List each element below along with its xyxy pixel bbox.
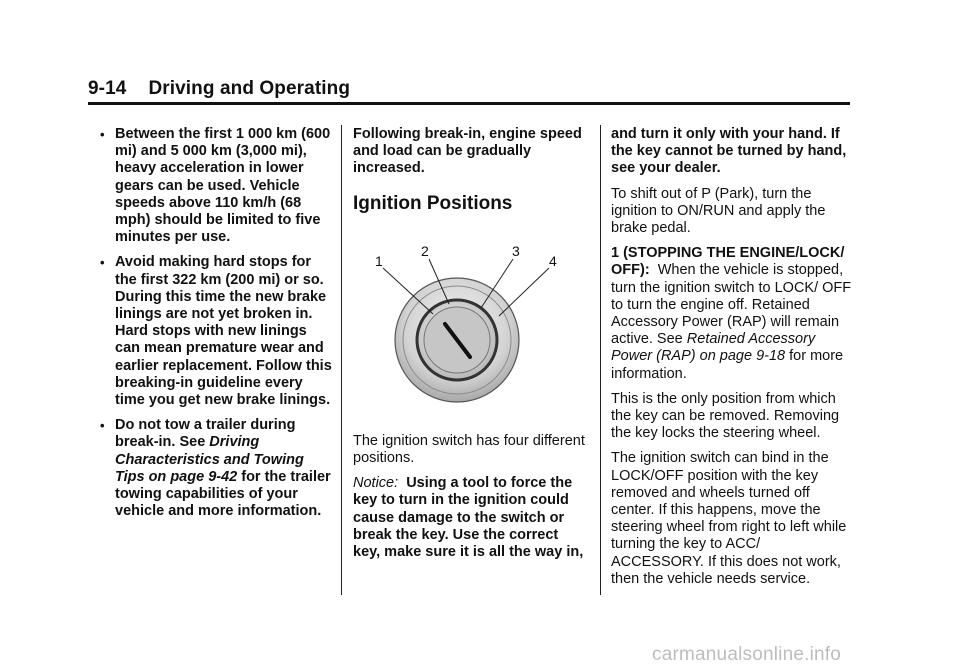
bullet-text: Avoid making hard stops for the first 322 km (200 mi) or so. During this time the new brake linings are not yet broken in. Hard stops with new linings can mean premature wear and earlier replacement. Follow this breaking-in guideline every time you get new brake linings. xyxy=(115,254,332,409)
bullet-text: for the trailer towing capabilities of your vehicle and more information. xyxy=(115,468,331,520)
stop-engine-paragraph xyxy=(611,245,855,383)
column-divider-1 xyxy=(341,125,342,595)
stop-engine-text: When the vehicle is stopped, turn the ignition switch to LOCK/ OFF to turn the engine off. Retained Accessory Power (RAP) will remain active. See xyxy=(611,262,852,348)
notice-text: Using a tool to force the key to turn in the ignition could cause damage to the switch or break the key. Use the correct key, make sure it is all the way in, xyxy=(353,475,584,561)
bullet-list xyxy=(100,126,332,520)
column-divider-2 xyxy=(600,125,601,595)
position-label-1: 1 xyxy=(375,252,383,269)
section-heading: Ignition Positions xyxy=(353,192,513,214)
bullet-dot-icon: • xyxy=(100,255,105,271)
shift-paragraph: To shift out of P (Park), turn the ignition to ON/RUN and apply the brake pedal. xyxy=(611,185,826,237)
rap-reference: Retained Accessory Power (RAP) on page 9-18 xyxy=(611,331,816,365)
column-1 xyxy=(100,126,332,528)
column-3 xyxy=(611,126,855,596)
bullet-item xyxy=(100,126,332,246)
cross-reference: Driving Characteristics and Towing Tips on page 9-42 xyxy=(115,434,304,485)
figure-caption: The ignition switch has four different positions. xyxy=(353,432,585,467)
ignition-switch-figure xyxy=(353,232,589,414)
break-in-intro: Following break-in, engine speed and load can be gradually increased. xyxy=(353,126,582,177)
header-rule xyxy=(88,102,850,105)
notice-paragraph xyxy=(353,475,589,561)
page-header xyxy=(88,78,350,100)
stop-engine-label: 1 (STOPPING THE ENGINE/LOCK/ OFF): xyxy=(611,245,845,279)
bullet-dot-icon: • xyxy=(100,127,105,142)
bullet-text: Between the first 1 000 km (600 mi) and 5 000 km (3,000 mi), heavy acceleration in lower gears can be used. Vehicle speeds above 110 km/h (68 mph) should be limited to five minutes per use. xyxy=(115,126,331,246)
notice-label: Notice: xyxy=(353,475,399,492)
notice-continued: and turn it only with your hand. If the key cannot be turned by hand, see your dealer. xyxy=(611,126,847,177)
bullet-item xyxy=(100,254,332,409)
position-label-4: 4 xyxy=(549,252,557,269)
column-2 xyxy=(353,126,589,569)
bullet-item xyxy=(100,417,332,520)
position-label-2: 2 xyxy=(421,242,429,259)
page-number: 9-14 xyxy=(88,78,127,99)
switch-bind-paragraph: The ignition switch can bind in the LOCK/OFF position with the key removed and wheels turned off center. If this happens, move the steering wheel from right to left while turning the key to ACC/ ACCESSORY. If this does not work, then the vehicle needs service. xyxy=(611,450,847,587)
position-label-3: 3 xyxy=(512,242,520,259)
bullet-dot-icon: • xyxy=(100,418,105,434)
bullet-text: Do not tow a trailer during break-in. See xyxy=(115,417,296,451)
key-removal-paragraph: This is the only position from which the key can be removed. Removing the key locks the steering wheel. xyxy=(611,390,840,442)
stop-engine-text-end: for more information. xyxy=(611,348,844,382)
chapter-title: Driving and Operating xyxy=(148,78,351,99)
leader-line-4 xyxy=(499,268,549,316)
site-watermark: carmanualsonline.info xyxy=(652,644,842,665)
